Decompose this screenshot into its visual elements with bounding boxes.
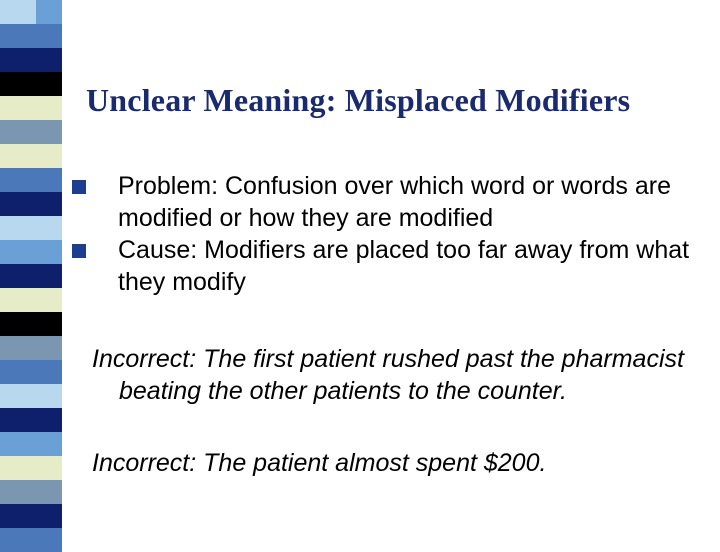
bullet-list xyxy=(72,170,702,298)
bullet-item-cause xyxy=(72,234,702,298)
square-bullet-icon xyxy=(72,180,86,194)
bullet-text: Problem: Confusion over which word or words are modified or how they are modified xyxy=(118,172,672,232)
slide-title: Unclear Meaning: Misplaced Modifiers xyxy=(86,82,631,118)
decorative-stripe xyxy=(0,0,62,540)
example-incorrect-1: Incorrect: The first patient rushed past the pharmacist beating the other patients to the counter. xyxy=(92,345,684,405)
square-bullet-icon xyxy=(72,244,86,258)
bullet-item-problem xyxy=(72,170,702,234)
bullet-text: Cause: Modifiers are placed too far away from what they modify xyxy=(118,236,690,296)
example-incorrect-2: Incorrect: The patient almost spent $200. xyxy=(92,449,547,477)
